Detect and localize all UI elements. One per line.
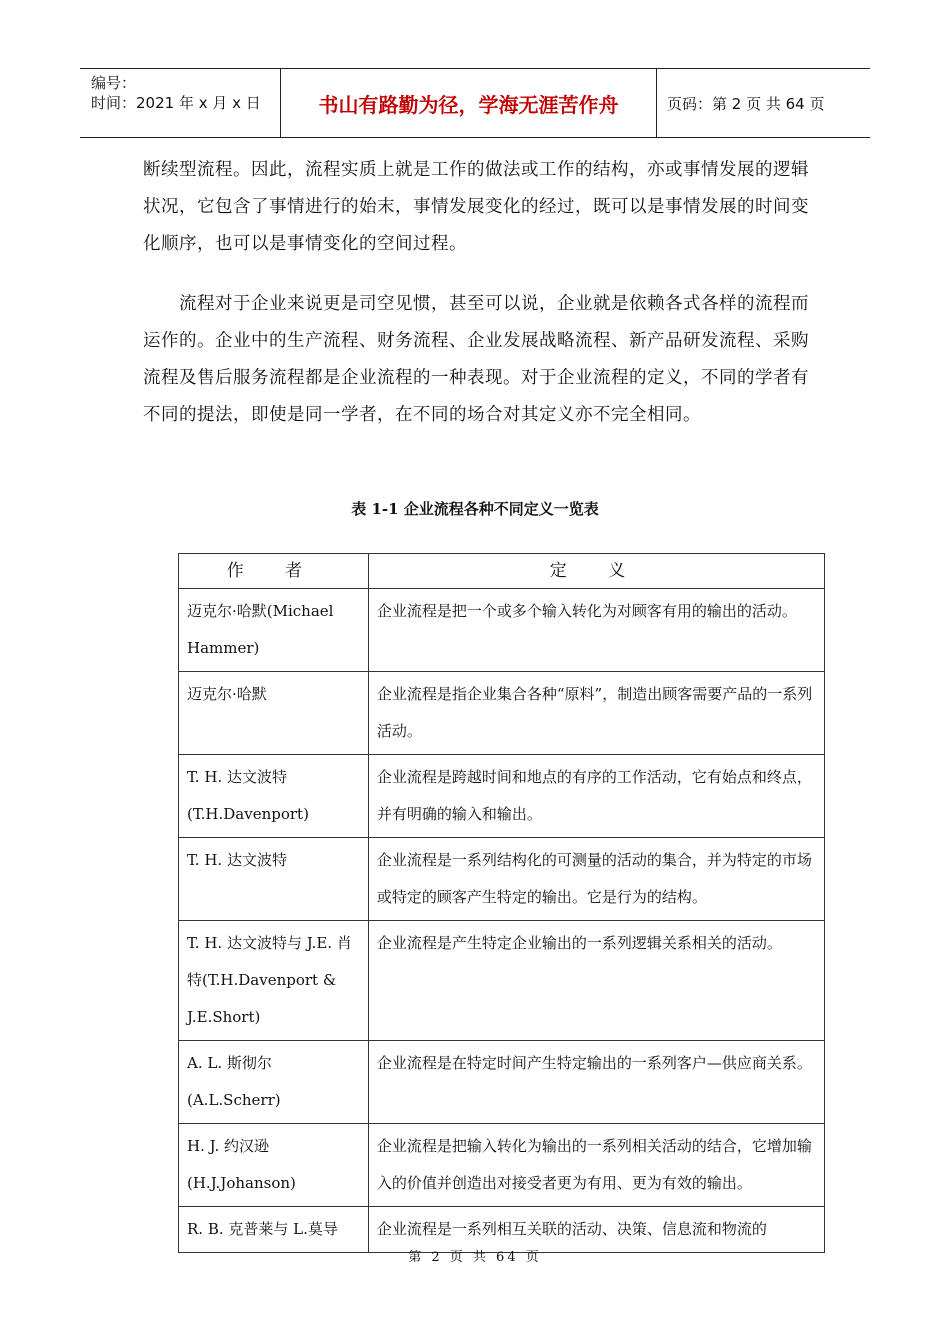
header-page-number: 页码：第 2 页 共 64 页 [667, 94, 825, 113]
definition-cell: 企业流程是跨越时间和地点的有序的工作活动，它有始点和终点，并有明确的输入和输出。 [368, 755, 824, 838]
author-cell: 迈克尔·哈默 [179, 672, 369, 755]
author-cell: R. B. 克普莱与 L.莫导 [179, 1207, 369, 1253]
body-paragraph: 断续型流程。因此，流程实质上就是工作的做法或工作的结构，亦或事情发展的逻辑状况，它包含了事情进行的始末，事情发展变化的经过，既可以是事情发展的时间变化顺序，也可以是事情变化的空间过程。 [143, 160, 809, 254]
table-row [179, 1041, 825, 1124]
table-row [179, 1124, 825, 1207]
document-date: 时间：2021 年 x 月 x 日 [91, 94, 261, 112]
author-cell: T. H. 达文波特 (T.H.Davenport) [179, 755, 369, 838]
definition-cell: 企业流程是把一个或多个输入转化为对顾客有用的输出的活动。 [368, 589, 824, 672]
author-cell: T. H. 达文波特与 J.E. 肖特(T.H.Davenport & J.E.Short) [179, 921, 369, 1041]
definition-cell: 企业流程是把输入转化为输出的一系列相关活动的结合，它增加输入的价值并创造出对接受者更为有用、更为有效的输出。 [368, 1124, 824, 1207]
author-cell: T. H. 达文波特 [179, 838, 369, 921]
author-cell: 迈克尔·哈默(Michael Hammer) [179, 589, 369, 672]
author-cell: H. J. 约汉逊 (H.J.Johanson) [179, 1124, 369, 1207]
header-motto: 书山有路勤为径，学海无涯苦作舟 [281, 69, 657, 137]
author-cell: A. L. 斯彻尔 (A.L.Scherr) [179, 1041, 369, 1124]
table-row [179, 921, 825, 1041]
table-row [179, 672, 825, 755]
table-row [179, 755, 825, 838]
definition-cell: 企业流程是指企业集合各种“原料”，制造出顾客需要产品的一系列活动。 [368, 672, 824, 755]
table-row [179, 838, 825, 921]
column-header-author: 作 者 [179, 554, 369, 589]
document-number-label: 编号： [91, 74, 137, 92]
definition-cell: 企业流程是一系列结构化的可测量的活动的集合，并为特定的市场或特定的顾客产生特定的输出。它是行为的结构。 [368, 838, 824, 921]
definition-cell: 企业流程是产生特定企业输出的一系列逻辑关系相关的活动。 [368, 921, 824, 1041]
header-meta [80, 69, 281, 137]
page-header [80, 68, 870, 138]
table-caption: 表 1-1 企业流程各种不同定义一览表 [351, 500, 599, 518]
definition-cell: 企业流程是在特定时间产生特定输出的一系列客户—供应商关系。 [368, 1041, 824, 1124]
definitions-table [178, 553, 825, 1253]
definition-cell: 企业流程是一系列相互关联的活动、决策、信息流和物流的 [368, 1207, 824, 1253]
page-footer: 第 2 页 共 64 页 [408, 1250, 542, 1265]
table-header-row [179, 554, 825, 589]
body-paragraph: 流程对于企业来说更是司空见惯，甚至可以说，企业就是依赖各式各样的流程而运作的。企业中的生产流程、财务流程、企业发展战略流程、新产品研发流程、采购流程及售后服务流程都是企业流程的一种表现。对于企业流程的定义，不同的学者有不同的提法，即使是同一学者，在不同的场合对其定义亦不完全相同。 [143, 294, 809, 425]
column-header-definition: 定 义 [368, 554, 824, 589]
table-row [179, 589, 825, 672]
